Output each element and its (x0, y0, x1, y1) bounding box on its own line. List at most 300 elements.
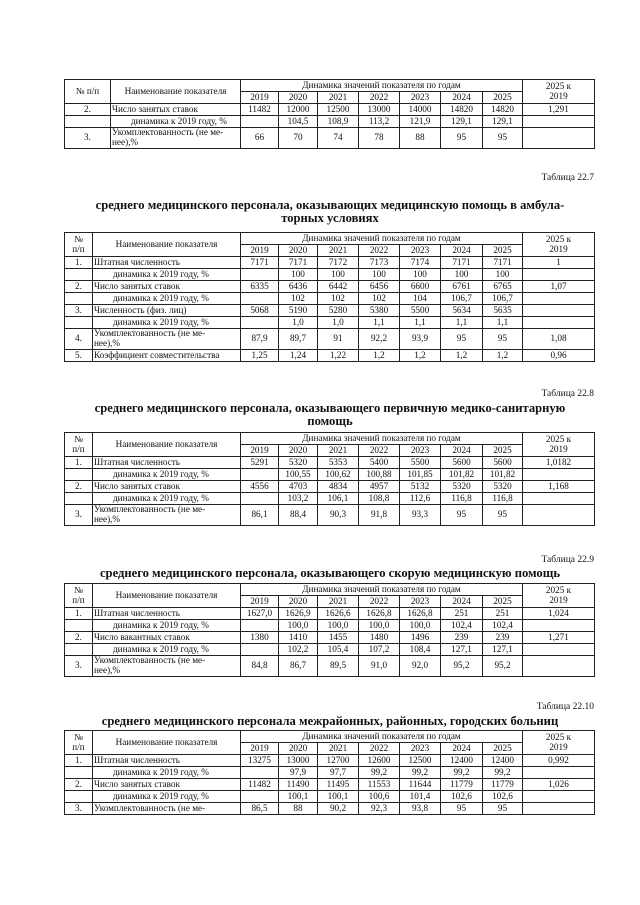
year-cell: 2021 (318, 445, 359, 457)
table-title: среднего медицинского персонала, оказывающего скорую медицинскую помощь (99, 566, 561, 580)
header-ratio-text: 2025 к 2019 (545, 433, 572, 454)
value-cell (241, 620, 279, 632)
ratio-cell: 1,0182 (523, 457, 595, 469)
value-cell: 1626,9 (279, 608, 318, 620)
row-number-cell: 2. (65, 632, 93, 644)
value-cell: 5320 (483, 481, 523, 493)
indicator-cell: динамика к 2019 году, % (93, 317, 241, 329)
table-row (65, 620, 595, 632)
indicator-cell: Укомплектованность (не ме- нее),% (93, 656, 241, 677)
ratio-cell (523, 469, 595, 481)
value-cell: 5068 (241, 305, 279, 317)
table-row (65, 128, 595, 149)
value-cell: 1,22 (318, 350, 359, 362)
value-cell: 99,2 (483, 767, 523, 779)
value-cell: 6600 (400, 281, 441, 293)
table-row (65, 329, 595, 350)
year-cell: 2020 (279, 596, 318, 608)
indicator-cell: Укомплектованность (не ме- нее),% (93, 329, 241, 350)
row-number-cell (65, 767, 93, 779)
year-cell: 2021 (318, 245, 359, 257)
indicator-cell: Штатная численность (93, 257, 241, 269)
year-cell: 2024 (441, 92, 483, 104)
row-number-cell (65, 493, 93, 505)
value-cell: 1,1 (359, 317, 400, 329)
value-cell: 1626,6 (318, 608, 359, 620)
value-cell: 129,1 (483, 116, 523, 128)
value-cell: 1,0 (318, 317, 359, 329)
value-cell: 12600 (359, 755, 400, 767)
value-cell (241, 269, 279, 281)
row-number-cell (65, 791, 93, 803)
indicator-cell: динамика к 2019 году, % (93, 293, 241, 305)
value-cell: 100 (279, 269, 318, 281)
staffing-table-22-10 (64, 730, 595, 815)
year-cell: 2024 (441, 245, 483, 257)
ratio-cell (523, 128, 595, 149)
value-cell: 5291 (241, 457, 279, 469)
table-row (65, 656, 595, 677)
indicator-cell: Штатная численность (93, 608, 241, 620)
indicator-cell: динамика к 2019 году, % (93, 791, 241, 803)
value-cell: 92,2 (359, 329, 400, 350)
header-indicator: Наименование показателя (111, 80, 241, 104)
value-cell: 239 (483, 632, 523, 644)
table-body (65, 457, 595, 526)
header-ratio-text: 2025 к 2019 (545, 584, 572, 605)
header-indicator: Наименование показателя (93, 433, 241, 457)
ratio-cell (523, 317, 595, 329)
value-cell (241, 116, 279, 128)
value-cell: 97,9 (279, 767, 318, 779)
table-row (65, 469, 595, 481)
year-cell: 2021 (318, 596, 359, 608)
table-caption: Таблица 22.8 (541, 389, 594, 399)
value-cell: 95 (483, 128, 523, 149)
value-cell: 100 (359, 269, 400, 281)
value-cell (241, 791, 279, 803)
value-cell: 102 (318, 293, 359, 305)
ratio-cell (523, 493, 595, 505)
row-number-cell: 3. (65, 656, 93, 677)
value-cell: 1626,8 (359, 608, 400, 620)
header-ratio (523, 731, 595, 755)
value-cell (241, 493, 279, 505)
table-row (65, 632, 595, 644)
value-cell: 102 (279, 293, 318, 305)
header-num: № п/п (65, 80, 111, 104)
ratio-cell (523, 644, 595, 656)
staffing-table-22-9 (64, 583, 595, 677)
ratio-cell (523, 767, 595, 779)
value-cell: 86,5 (241, 803, 279, 815)
indicator-cell: Штатная численность (93, 457, 241, 469)
value-cell: 1380 (241, 632, 279, 644)
year-cell: 2020 (279, 92, 318, 104)
value-cell: 1,24 (279, 350, 318, 362)
indicator-cell: Штатная численность (93, 755, 241, 767)
header-dynamics: Динамика значений показателя по годам (241, 233, 523, 245)
value-cell: 239 (441, 632, 483, 644)
header-dynamics: Динамика значений показателя по годам (241, 584, 523, 596)
value-cell: 11779 (483, 779, 523, 791)
header-num (65, 584, 93, 608)
value-cell: 11490 (279, 779, 318, 791)
ratio-cell: 0,96 (523, 350, 595, 362)
row-number-cell (65, 269, 93, 281)
ratio-cell (523, 656, 595, 677)
value-cell: 1496 (400, 632, 441, 644)
value-cell: 11553 (359, 779, 400, 791)
value-cell: 5280 (318, 305, 359, 317)
value-cell: 105,4 (318, 644, 359, 656)
value-cell: 1626,8 (400, 608, 441, 620)
year-cell: 2021 (318, 743, 359, 755)
year-cell: 2023 (400, 743, 441, 755)
value-cell: 88 (279, 803, 318, 815)
value-cell: 100 (318, 269, 359, 281)
value-cell (241, 767, 279, 779)
value-cell: 100 (441, 269, 483, 281)
header-ratio (523, 584, 595, 608)
value-cell: 1,25 (241, 350, 279, 362)
value-cell: 101,82 (483, 469, 523, 481)
table-row (65, 493, 595, 505)
ratio-cell: 1,291 (523, 104, 595, 116)
value-cell: 6436 (279, 281, 318, 293)
value-cell: 101,82 (441, 469, 483, 481)
year-cell: 2020 (279, 445, 318, 457)
indicator-cell: Число занятых ставок (93, 481, 241, 493)
value-cell: 5353 (318, 457, 359, 469)
header-num-text: № п/п (72, 233, 85, 254)
value-cell: 100,0 (359, 620, 400, 632)
ratio-cell: 1,271 (523, 632, 595, 644)
value-cell: 12500 (318, 104, 359, 116)
value-cell: 102 (359, 293, 400, 305)
table-body (65, 104, 595, 149)
row-number-cell (65, 293, 93, 305)
ratio-cell: 1,024 (523, 608, 595, 620)
value-cell: 102,6 (441, 791, 483, 803)
value-cell: 5132 (400, 481, 441, 493)
value-cell: 102,4 (483, 620, 523, 632)
value-cell: 86,7 (279, 656, 318, 677)
value-cell: 7171 (441, 257, 483, 269)
year-cell: 2023 (400, 596, 441, 608)
table-row (65, 755, 595, 767)
value-cell: 92,3 (359, 803, 400, 815)
value-cell: 5634 (441, 305, 483, 317)
value-cell: 100,1 (318, 791, 359, 803)
header-indicator: Наименование показателя (93, 731, 241, 755)
value-cell: 1455 (318, 632, 359, 644)
value-cell (241, 317, 279, 329)
ratio-cell (523, 269, 595, 281)
value-cell: 104,5 (279, 116, 318, 128)
value-cell: 6335 (241, 281, 279, 293)
value-cell: 251 (483, 608, 523, 620)
indicator-cell: динамика к 2019 году, % (93, 269, 241, 281)
value-cell: 1,2 (400, 350, 441, 362)
row-number-cell: 5. (65, 350, 93, 362)
value-cell: 106,7 (441, 293, 483, 305)
year-cell: 2022 (359, 92, 400, 104)
indicator-cell: динамика к 2019 году, % (93, 493, 241, 505)
header-ratio-text: 2025 к 2019 (545, 80, 572, 101)
header-ratio-text: 2025 к 2019 (545, 731, 572, 752)
table-body (65, 755, 595, 815)
value-cell: 99,2 (400, 767, 441, 779)
table-row (65, 293, 595, 305)
value-cell: 4834 (318, 481, 359, 493)
table-title: среднего медицинского персонала, оказывающих медицинскую помощь в амбула- торных условиях (95, 198, 565, 225)
value-cell: 5500 (400, 305, 441, 317)
header-num-text: № п/п (72, 584, 85, 605)
header-indicator: Наименование показателя (93, 233, 241, 257)
value-cell: 12400 (441, 755, 483, 767)
ratio-cell: 1,168 (523, 481, 595, 493)
table-row (65, 767, 595, 779)
table-body (65, 608, 595, 677)
value-cell: 12000 (279, 104, 318, 116)
value-cell: 102,2 (279, 644, 318, 656)
table-body (65, 257, 595, 362)
header-dynamics: Динамика значений показателя по годам (241, 731, 523, 743)
row-number-cell (65, 620, 93, 632)
year-cell: 2019 (241, 245, 279, 257)
value-cell: 99,2 (359, 767, 400, 779)
value-cell: 87,9 (241, 329, 279, 350)
staffing-table-22-7 (64, 232, 595, 362)
header-ratio (523, 433, 595, 457)
value-cell: 5600 (441, 457, 483, 469)
value-cell: 95 (441, 329, 483, 350)
value-cell: 116,8 (441, 493, 483, 505)
value-cell: 4957 (359, 481, 400, 493)
value-cell: 95 (483, 329, 523, 350)
value-cell: 95 (483, 803, 523, 815)
year-cell: 2022 (359, 596, 400, 608)
year-cell: 2019 (241, 596, 279, 608)
value-cell: 12700 (318, 755, 359, 767)
value-cell: 91 (318, 329, 359, 350)
ratio-cell (523, 293, 595, 305)
ratio-cell: 1 (523, 257, 595, 269)
value-cell: 70 (279, 128, 318, 149)
indicator-cell: Численность (физ. лиц) (93, 305, 241, 317)
value-cell: 112,6 (400, 493, 441, 505)
ratio-cell (523, 116, 595, 128)
header-dynamics: Динамика значений показателя по годам (241, 80, 523, 92)
header-ratio (523, 233, 595, 257)
value-cell: 95 (483, 505, 523, 526)
table-row (65, 791, 595, 803)
value-cell: 251 (441, 608, 483, 620)
header-num (65, 233, 93, 257)
value-cell: 1627,0 (241, 608, 279, 620)
row-number-cell: 3. (65, 128, 111, 149)
value-cell: 108,4 (400, 644, 441, 656)
value-cell: 100,88 (359, 469, 400, 481)
header-dynamics: Динамика значений показателя по годам (241, 433, 523, 445)
year-cell: 2020 (279, 743, 318, 755)
value-cell: 101,4 (400, 791, 441, 803)
header-ratio (523, 80, 595, 104)
value-cell: 11482 (241, 104, 279, 116)
indicator-cell: динамика к 2019 году, % (93, 469, 241, 481)
value-cell: 106,7 (483, 293, 523, 305)
value-cell: 90,3 (318, 505, 359, 526)
value-cell: 78 (359, 128, 400, 149)
value-cell: 74 (318, 128, 359, 149)
value-cell: 103,2 (279, 493, 318, 505)
table-row (65, 317, 595, 329)
value-cell: 91,8 (359, 505, 400, 526)
value-cell: 121,9 (400, 116, 441, 128)
value-cell: 66 (241, 128, 279, 149)
indicator-cell: Укомплектованность (не ме- нее),% (93, 505, 241, 526)
year-cell: 2019 (241, 92, 279, 104)
ratio-cell (523, 803, 595, 815)
value-cell (241, 293, 279, 305)
value-cell: 4556 (241, 481, 279, 493)
table-row (65, 779, 595, 791)
header-indicator: Наименование показателя (93, 584, 241, 608)
staffing-table-22-8 (64, 432, 595, 526)
value-cell: 116,8 (483, 493, 523, 505)
year-cell: 2022 (359, 245, 400, 257)
year-cell: 2022 (359, 445, 400, 457)
value-cell: 106,1 (318, 493, 359, 505)
year-cell: 2023 (400, 245, 441, 257)
value-cell: 7171 (241, 257, 279, 269)
value-cell: 102,6 (483, 791, 523, 803)
indicator-cell: Укомплектованность (не ме- (93, 803, 241, 815)
value-cell: 92,0 (400, 656, 441, 677)
year-cell: 2025 (483, 743, 523, 755)
table-row (65, 505, 595, 526)
value-cell: 88,4 (279, 505, 318, 526)
value-cell: 93,9 (400, 329, 441, 350)
table-title: среднего медицинского персонала, оказывающего первичную медико-санитарную помощь (94, 401, 566, 428)
value-cell: 11495 (318, 779, 359, 791)
row-number-cell: 1. (65, 608, 93, 620)
header-ratio-text: 2025 к 2019 (545, 233, 572, 254)
value-cell: 97,7 (318, 767, 359, 779)
value-cell: 11644 (400, 779, 441, 791)
row-number-cell: 2. (65, 779, 93, 791)
year-cell: 2025 (483, 92, 523, 104)
ratio-cell (523, 505, 595, 526)
indicator-cell: Число вакантных ставок (93, 632, 241, 644)
value-cell: 108,8 (359, 493, 400, 505)
indicator-cell: динамика к 2019 году, % (93, 620, 241, 632)
indicator-cell: Укомплектованность (не ме- нее),% (111, 128, 241, 149)
value-cell: 4703 (279, 481, 318, 493)
row-number-cell: 1. (65, 457, 93, 469)
value-cell: 6761 (441, 281, 483, 293)
row-number-cell (65, 317, 93, 329)
value-cell: 89,5 (318, 656, 359, 677)
value-cell: 1,2 (441, 350, 483, 362)
row-number-cell: 4. (65, 329, 93, 350)
table-row (65, 104, 595, 116)
ratio-cell: 1,026 (523, 779, 595, 791)
table-row (65, 644, 595, 656)
table-caption: Таблица 22.10 (536, 702, 594, 712)
ratio-cell: 1,07 (523, 281, 595, 293)
row-number-cell: 3. (65, 305, 93, 317)
value-cell: 127,1 (441, 644, 483, 656)
value-cell: 11779 (441, 779, 483, 791)
table-row (65, 457, 595, 469)
ratio-cell (523, 305, 595, 317)
value-cell: 6456 (359, 281, 400, 293)
table-row (65, 305, 595, 317)
value-cell: 14820 (483, 104, 523, 116)
table-row (65, 257, 595, 269)
value-cell: 6765 (483, 281, 523, 293)
value-cell: 107,2 (359, 644, 400, 656)
value-cell: 1,2 (359, 350, 400, 362)
row-number-cell: 1. (65, 257, 93, 269)
table-title: среднего медицинского персонала межрайонных, районных, городских больниц (101, 714, 559, 728)
value-cell: 5190 (279, 305, 318, 317)
value-cell: 5320 (441, 481, 483, 493)
row-number-cell: 2. (65, 481, 93, 493)
table-row (65, 803, 595, 815)
value-cell: 100,55 (279, 469, 318, 481)
year-cell: 2023 (400, 92, 441, 104)
header-num (65, 433, 93, 457)
year-cell: 2019 (241, 445, 279, 457)
year-cell: 2023 (400, 445, 441, 457)
ratio-cell (523, 620, 595, 632)
row-number-cell (65, 644, 93, 656)
table-row (65, 116, 595, 128)
header-num-text: № п/п (72, 731, 85, 752)
value-cell: 95,2 (483, 656, 523, 677)
value-cell: 95 (441, 803, 483, 815)
indicator-cell: Число занятых ставок (111, 104, 241, 116)
value-cell: 100,0 (318, 620, 359, 632)
row-number-cell: 1. (65, 755, 93, 767)
value-cell: 5320 (279, 457, 318, 469)
staffing-table-continued (64, 79, 595, 149)
value-cell: 129,1 (441, 116, 483, 128)
year-cell: 2024 (441, 445, 483, 457)
value-cell: 13275 (241, 755, 279, 767)
table-caption: Таблица 22.7 (541, 173, 594, 183)
header-num (65, 731, 93, 755)
value-cell: 5500 (400, 457, 441, 469)
value-cell: 1,1 (400, 317, 441, 329)
value-cell (241, 644, 279, 656)
row-number-cell (65, 116, 111, 128)
value-cell: 7172 (318, 257, 359, 269)
value-cell: 12400 (483, 755, 523, 767)
value-cell: 7171 (483, 257, 523, 269)
table-row (65, 481, 595, 493)
value-cell: 104 (400, 293, 441, 305)
year-cell: 2022 (359, 743, 400, 755)
value-cell: 100,6 (359, 791, 400, 803)
table-row (65, 608, 595, 620)
value-cell: 1,1 (441, 317, 483, 329)
value-cell: 102,4 (441, 620, 483, 632)
value-cell: 100,0 (400, 620, 441, 632)
